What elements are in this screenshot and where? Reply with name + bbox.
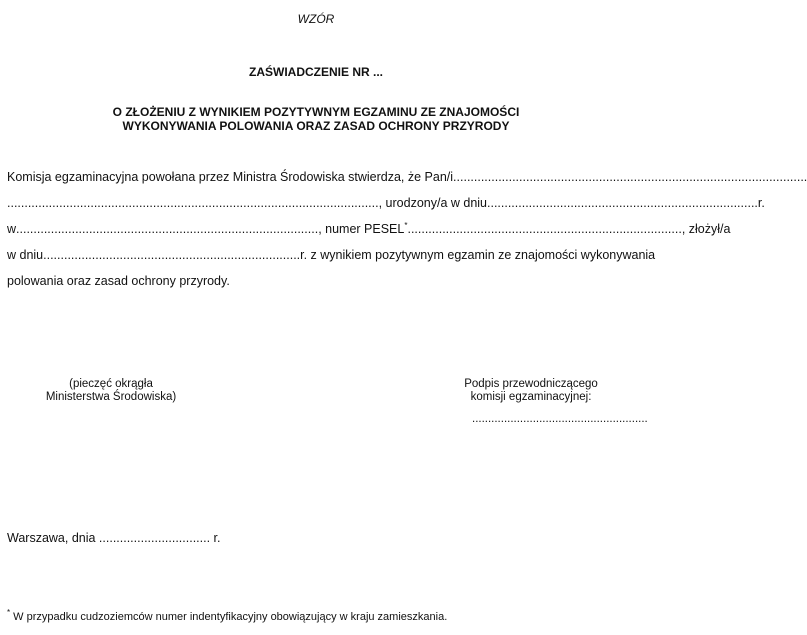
commission-statement: Komisja egzaminacyjna powołana przez Ministra Środowiska stwierdza, że Pan/i xyxy=(7,170,454,184)
seal-line-1: (pieczęć okrągła xyxy=(69,378,153,390)
footnote-mark: * xyxy=(7,608,11,617)
exam-date-blank: .......................................................................... xyxy=(43,248,301,262)
subtitle-line-1: O ZŁOŻENIU Z WYNIKIEM POZYTYWNYM EGZAMINU ZE ZNAJOMOŚCI xyxy=(112,105,520,119)
footnote xyxy=(7,608,448,623)
birth-date-suffix: r. xyxy=(757,196,765,210)
body-line-5: polowania oraz zasad ochrony przyrody. xyxy=(7,274,230,288)
pesel-text: , numer PESEL xyxy=(318,222,405,236)
place-and-date: Warszawa, dnia ................................ r. xyxy=(7,531,221,545)
body-line-1 xyxy=(7,170,807,185)
name-blank: ...................................................................................................... xyxy=(453,170,807,184)
subtitle-line-2: WYKONYWANIA POLOWANIA ORAZ ZASAD OCHRONY PRZYRODY xyxy=(122,119,510,133)
pesel-label xyxy=(318,222,407,237)
signature-line-2: komisji egzaminacyjnej: xyxy=(470,391,592,403)
birth-place-blank: ....................................................................................... xyxy=(16,222,319,236)
footnote-text: W przypadku cudzoziemców numer indentyfikacyjny obowiązujący w kraju zamieszkania. xyxy=(10,611,448,623)
signature-label xyxy=(440,378,622,404)
birth-place-label: w xyxy=(7,222,17,236)
pesel-blank: ............................................................................... xyxy=(407,222,682,236)
birth-date-blank: .............................................................................. xyxy=(487,196,758,210)
body-line-2 xyxy=(7,196,765,211)
signature-blank: ....................................................... xyxy=(472,413,648,425)
seal-line-2: Ministerstwa Środowiska) xyxy=(45,391,177,403)
body-line-4 xyxy=(7,248,656,263)
signature-line-1: Podpis przewodniczącego xyxy=(464,378,598,390)
pesel-footnote-mark: * xyxy=(404,221,408,230)
seal-placeholder xyxy=(26,378,196,404)
submitted-label: , złożył/a xyxy=(681,222,731,236)
body-line-3 xyxy=(7,221,731,237)
template-label: WZÓR xyxy=(297,12,335,26)
certificate-title: ZAŚWIADCZENIE NR ... xyxy=(249,65,383,79)
exam-result-text: r. z wynikiem pozytywnym egzamin ze znajomości wykonywania xyxy=(300,248,656,262)
exam-date-label: w dniu xyxy=(7,248,44,262)
certificate-subtitle xyxy=(0,105,632,133)
birth-label: ..........................................................................................................., urodzony/a w dniu xyxy=(7,196,487,210)
